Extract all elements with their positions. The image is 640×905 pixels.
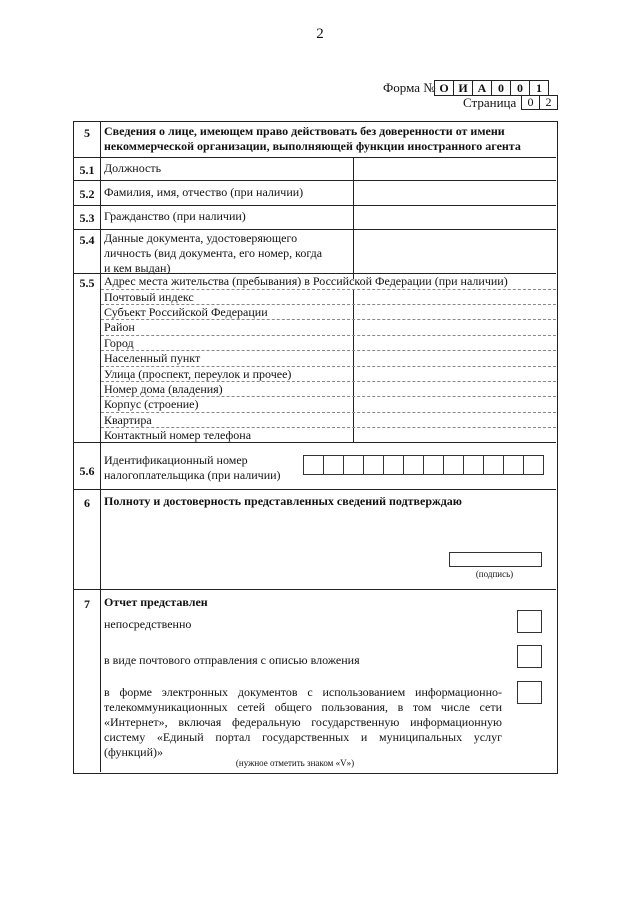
row-5-6-label: Идентификационный номер налогоплательщика (при наличии) [104, 453, 281, 482]
form-code-char: 0 [492, 81, 511, 95]
inn-cell[interactable] [324, 456, 344, 474]
row-5-5-number: 5.5 [79, 276, 95, 290]
form-code-char: 1 [530, 81, 549, 95]
row-5-3-number: 5.3 [79, 211, 95, 225]
row-divider [73, 157, 556, 158]
inn-cell[interactable] [444, 456, 464, 474]
section-6-title: Полноту и достоверность представленных сведений подтверждаю [104, 494, 462, 508]
row-divider [73, 489, 556, 490]
option-electronic-checkbox[interactable] [517, 681, 542, 704]
id-document-field[interactable] [355, 231, 554, 272]
citizenship-field[interactable] [355, 207, 554, 228]
row-5-4-number: 5.4 [79, 233, 95, 247]
phone-label: Контактный номер телефона [104, 428, 252, 442]
row-5-4-label: Данные документа, удостоверяющего личность (вид документа, его номер, когда и кем выдан) [104, 231, 323, 275]
inn-cell[interactable] [524, 456, 544, 474]
inn-cell[interactable] [464, 456, 484, 474]
form-code-char: 0 [511, 81, 530, 95]
region-label: Субъект Российской Федерации [104, 305, 268, 319]
locality-label: Населенный пункт [104, 351, 201, 365]
inn-cell[interactable] [384, 456, 404, 474]
inn-cell[interactable] [484, 456, 504, 474]
option-post-checkbox[interactable] [517, 645, 542, 668]
row-divider [73, 589, 556, 590]
inn-cell[interactable] [364, 456, 384, 474]
row-5-2-number: 5.2 [79, 187, 95, 201]
row-5-2-label: Фамилия, имя, отчество (при наличии) [104, 185, 304, 199]
inn-cell[interactable] [424, 456, 444, 474]
row-5-6-number: 5.6 [79, 464, 95, 478]
section-7-title: Отчет представлен [104, 595, 208, 609]
postal-code-label: Почтовый индекс [104, 290, 194, 304]
row-5-1-number: 5.1 [79, 163, 95, 177]
signature-field[interactable] [449, 552, 542, 567]
page-code-char: 2 [540, 96, 558, 109]
form-number-label: Форма № [383, 80, 436, 95]
inn-cell[interactable] [304, 456, 324, 474]
inn-cell[interactable] [404, 456, 424, 474]
form-code [434, 80, 549, 96]
page-code [521, 95, 558, 110]
option-electronic-label: в форме электронных документов с использованием информационно-телекоммуникационных сетей общего пользования, в том числе сети «Интернет», включая федеральную государственную информационную систему «Единый портал государственных и муниципальных услуг (функций)» [104, 685, 502, 759]
form-code-char: О [435, 81, 454, 95]
value-column-divider [353, 157, 354, 279]
row-divider [73, 180, 556, 181]
form-code-char: И [454, 81, 473, 95]
section-6-number: 6 [84, 496, 90, 510]
inn-cell[interactable] [344, 456, 364, 474]
inn-cell[interactable] [504, 456, 524, 474]
row-divider [73, 229, 556, 230]
mark-instruction-note: (нужное отметить знаком «V») [235, 758, 355, 768]
house-number-label: Номер дома (владения) [104, 382, 223, 396]
section-5-number: 5 [84, 126, 90, 140]
row-5-5-label: Адрес места жительства (пребывания) в Российской Федерации (при наличии) [104, 274, 508, 288]
number-column-divider [100, 121, 101, 772]
sub-divider [101, 412, 556, 413]
city-label: Город [104, 336, 134, 350]
apartment-label: Квартира [104, 413, 152, 427]
option-in-person-checkbox[interactable] [517, 610, 542, 633]
inn-input-cells[interactable] [303, 455, 544, 475]
street-label: Улица (проспект, переулок и прочее) [104, 367, 292, 381]
option-in-person-label: непосредственно [104, 617, 192, 631]
building-label: Корпус (строение) [104, 397, 199, 411]
row-5-3-label: Гражданство (при наличии) [104, 209, 246, 223]
form-code-char: А [473, 81, 492, 95]
row-divider [73, 205, 556, 206]
section-5-title: Сведения о лице, имеющем право действовать без доверенности от имени некоммерческой организации, выполняющей функции иностранного агента [104, 124, 521, 153]
row-5-1-label: Должность [104, 161, 162, 175]
page-label: Страница [463, 95, 517, 110]
sub-divider [101, 335, 556, 336]
full-name-field[interactable] [355, 182, 554, 204]
position-field[interactable] [355, 159, 554, 179]
district-label: Район [104, 320, 135, 334]
section-7-number: 7 [84, 597, 90, 611]
signature-caption: (подпись) [475, 569, 514, 579]
page-code-char: 0 [522, 96, 540, 109]
option-post-label: в виде почтового отправления с описью вложения [104, 653, 360, 667]
page-number: 2 [316, 26, 324, 42]
